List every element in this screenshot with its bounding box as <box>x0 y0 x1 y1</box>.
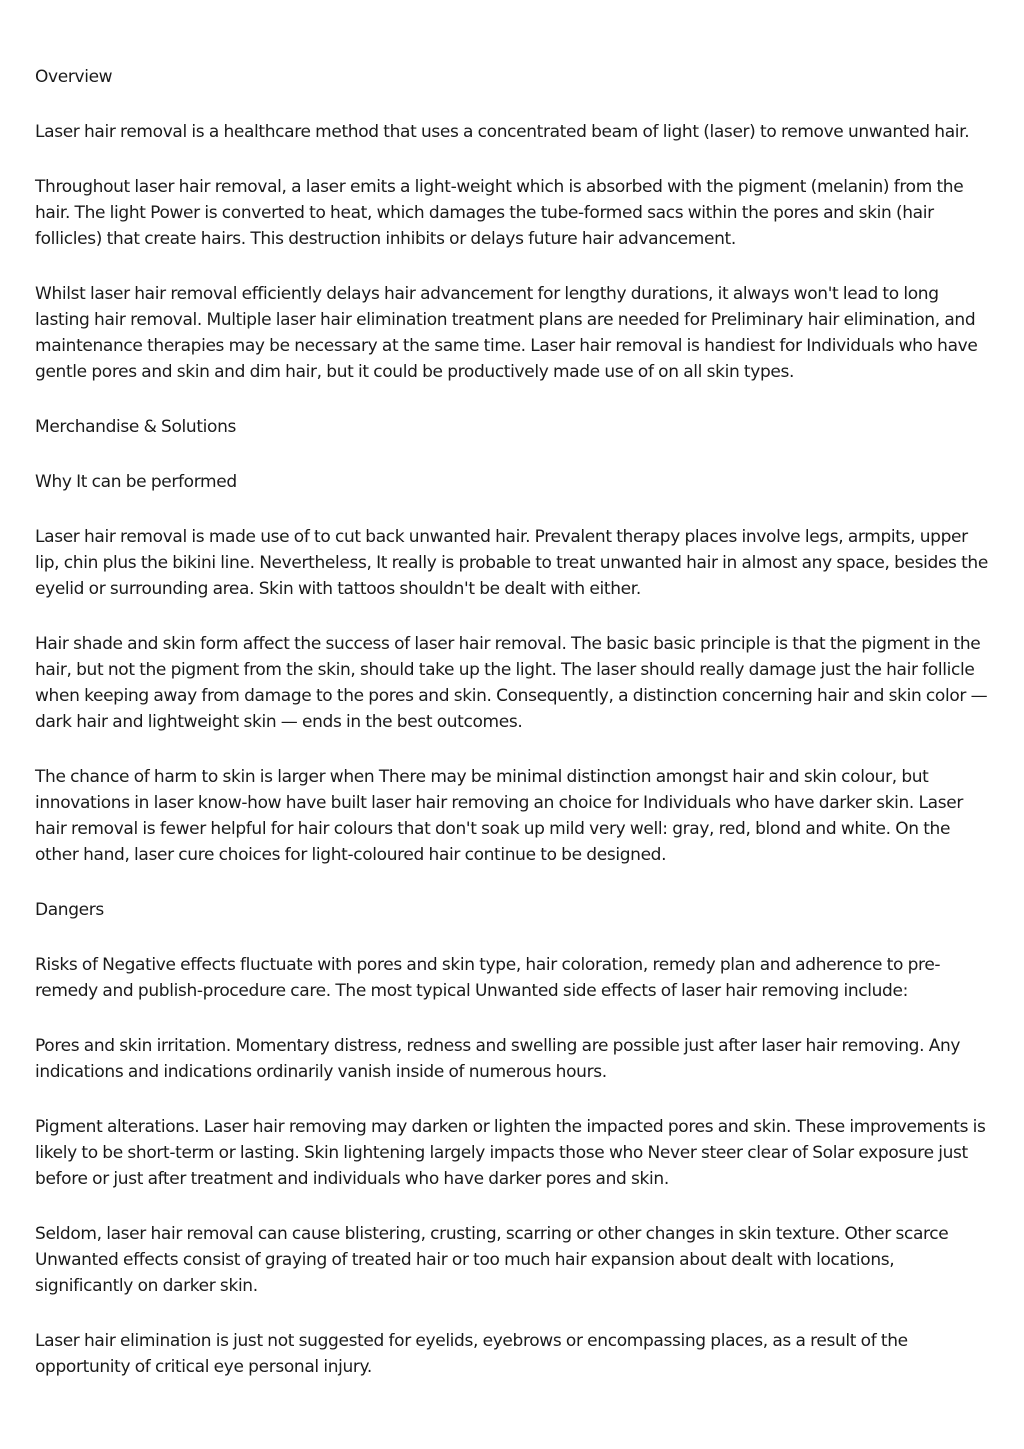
paragraph: Risks of Negative effects fluctuate with pores and skin type, hair coloration, remedy plan and adherence to pre-remedy and publish-procedure care. The most typical Unwanted side effects of laser hair removing include: <box>35 955 941 1001</box>
section-heading-merchandise: Merchandise & Solutions <box>35 417 237 437</box>
paragraph: Whilst laser hair removal efficiently delays hair advancement for lengthy durations, it always won't lead to long lasting hair removal. Multiple laser hair elimination treatment plans are needed for Preliminary hair elimination, and maintenance therapies may be necessary at the same time. Laser hair removal is handiest for Individuals who have gentle pores and skin and dim hair, but it could be productively made use of on all skin types. <box>35 284 978 382</box>
paragraph: Pigment alterations. Laser hair removing may darken or lighten the impacted pores and skin. These improvements is likely to be short-term or lasting. Skin lightening largely impacts those who Never steer clear of Solar exposure just before or just after treatment and individuals who have darker pores and skin. <box>35 1117 986 1189</box>
paragraph: The chance of harm to skin is larger when There may be minimal distinction amongst hair and skin colour, but innovations in laser know-how have built laser hair removing an choice for Individuals who have darker skin. Laser hair removal is fewer helpful for hair colours that don't soak up mild very well: gray, red, blond and white. On the other hand, laser cure choices for light-coloured hair continue to be designed. <box>35 767 963 865</box>
section-heading-overview: Overview <box>35 67 113 87</box>
paragraph: Pores and skin irritation. Momentary distress, redness and swelling are possible just after laser hair removing. Any indications and indications ordinarily vanish inside of numerous hours. <box>35 1036 961 1082</box>
paragraph: Throughout laser hair removal, a laser emits a light-weight which is absorbed with the pigment (melanin) from the hair. The light Power is converted to heat, which damages the tube-formed sacs within the pores and skin (hair follicles) that create hairs. This destruction inhibits or delays future hair advancement. <box>35 177 964 249</box>
paragraph: Laser hair removal is a healthcare method that uses a concentrated beam of light (laser) to remove unwanted hair. <box>35 122 970 142</box>
section-heading-why: Why It can be performed <box>35 472 237 492</box>
paragraph: Laser hair elimination is just not suggested for eyelids, eyebrows or encompassing places, as a result of the opportunity of critical eye personal injury. <box>35 1331 908 1377</box>
section-heading-dangers: Dangers <box>35 900 104 920</box>
paragraph: Laser hair removal is made use of to cut back unwanted hair. Prevalent therapy places involve legs, armpits, upper lip, chin plus the bikini line. Nevertheless, It really is probable to treat unwanted hair in almost any space, besides the eyelid or surrounding area. Skin with tattoos shouldn't be dealt with either. <box>35 527 988 599</box>
paragraph: Hair shade and skin form affect the success of laser hair removal. The basic basic principle is that the pigment in the hair, but not the pigment from the skin, should take up the light. The laser should really damage just the hair follicle when keeping away from damage to the pores and skin. Consequently, a distinction concerning hair and skin color — dark hair and lightweight skin — ends in the best outcomes. <box>35 634 988 732</box>
paragraph: Seldom, laser hair removal can cause blistering, crusting, scarring or other changes in skin texture. Other scarce Unwanted effects consist of graying of treated hair or too much hair expansion about dealt with locations, significantly on darker skin. <box>35 1224 949 1296</box>
